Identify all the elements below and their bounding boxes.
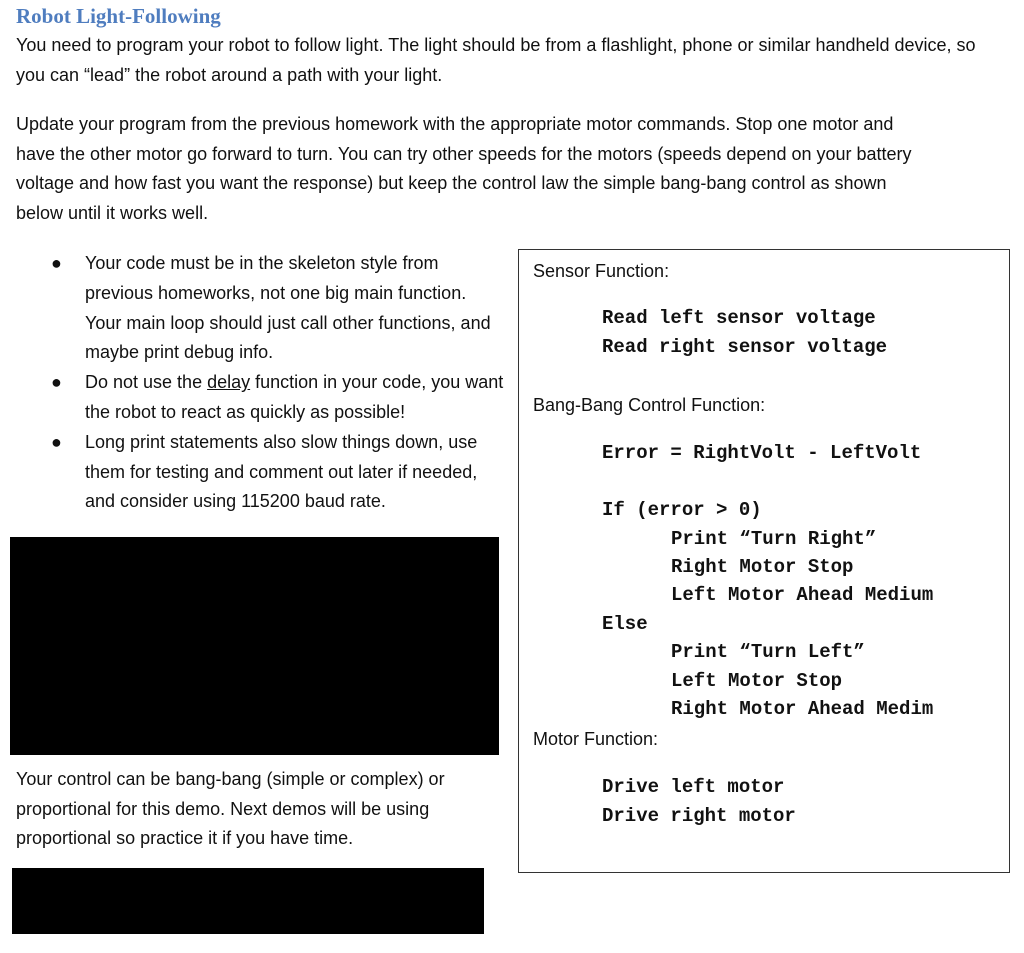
list-item	[16, 428, 506, 517]
code-line: Left Motor Stop	[671, 670, 843, 692]
bullet-text: Long print statements also slow things down, use them for testing and comment out later if needed, and consider using 115200 baud rate.	[85, 431, 478, 512]
bullet-icon: ●	[51, 431, 62, 452]
code-line: Left Motor Ahead Medium	[671, 584, 934, 606]
bang-bang-function-label: Bang-Bang Control Function:	[533, 395, 766, 415]
bullet-text-part: Do not use the	[85, 372, 208, 393]
code-line: Error = RightVolt - LeftVolt	[602, 442, 922, 464]
code-line: Right Motor Stop	[671, 556, 854, 578]
code-line: If (error > 0)	[602, 499, 762, 521]
pseudocode-box	[518, 249, 1010, 873]
code-line: Read left sensor voltage	[602, 307, 876, 329]
requirements-list	[16, 249, 506, 517]
bullet-text	[85, 372, 503, 422]
motor-function-label: Motor Function:	[533, 729, 659, 749]
delay-keyword: delay	[207, 372, 251, 393]
sensor-function-label: Sensor Function:	[533, 261, 670, 281]
code-line: Else	[602, 613, 648, 635]
control-note-paragraph: Your control can be bang-bang (simple or complex) or proportional for this demo. Next demos will be using proportional so practice it if you have time.	[16, 769, 445, 848]
code-line: Read right sensor voltage	[602, 336, 888, 358]
bullet-icon: ●	[51, 372, 62, 393]
bullet-icon: ●	[51, 253, 62, 273]
code-line: Print “Turn Right”	[671, 528, 877, 550]
redacted-block	[12, 868, 484, 934]
code-line: Print “Turn Left”	[671, 641, 865, 663]
intro-paragraph: You need to program your robot to follow light. The light should be from a flashlight, phone or similar handheld device, so you can “lead” the robot around a path with your light.	[16, 35, 976, 85]
code-line: Right Motor Ahead Medim	[671, 698, 934, 720]
list-item	[16, 368, 506, 428]
code-line: Drive left motor	[602, 776, 785, 798]
redacted-block	[10, 537, 499, 755]
list-item	[16, 249, 506, 368]
update-paragraph: Update your program from the previous homework with the appropriate motor commands. Stop one motor and have the other motor go forward to turn. You can try other speeds for the motors (speeds depend on your battery voltage and how fast you want the response) but keep the control law the simple bang-bang control as shown below until it works well.	[16, 114, 912, 223]
document-title: Robot Light-Following	[16, 4, 221, 28]
code-line: Drive right motor	[602, 805, 796, 827]
bullet-text-part: function in your code, you want the robot to react as quickly as possible!	[85, 372, 504, 422]
bullet-text: Your code must be in the skeleton style from previous homeworks, not one big main function. Your main loop should just call other functions, and maybe print debug info.	[85, 253, 491, 363]
